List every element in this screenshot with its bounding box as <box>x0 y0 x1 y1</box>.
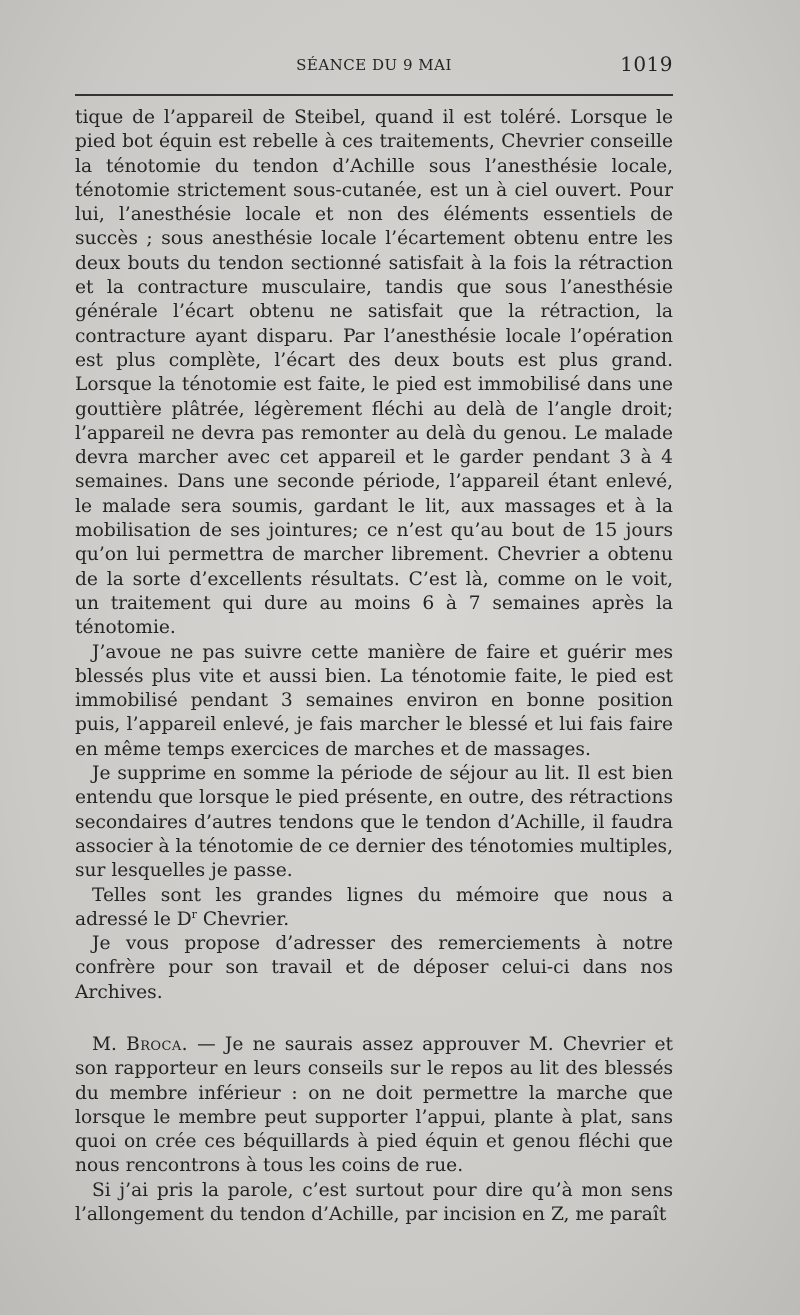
telles-end: Chevrier. <box>196 908 290 930</box>
superscript-r: r <box>191 907 197 921</box>
paragraph-avoue: J’avoue ne pas suivre cette manière de faire et guérir mes blessés plus vite et aussi bien. La ténotomie faite, le pied est immobilisé pendant 3 semaines environ en bonne position puis, l’appareil enlevé, je fais marcher le blessé et lui fais faire en même temps exercices de marches et de massages. <box>75 641 673 760</box>
paragraph-last: Si j’ai pris la parole, c’est surtout pour dire qu’à mon sens l’allongement du tendon d’Achille, par incision en Z, me paraît <box>75 1179 673 1226</box>
page-header <box>75 52 673 78</box>
paragraph-continuation: tique de l’appareil de Steibel, quand il est toléré. Lorsque le pied bot équin est rebelle à ces traitements, Chevrier conseille la ténotomie du tendon d’Achille sous l’anesthésie locale, ténotomie strictement sous-cutanée, est un à ciel ouvert. Pour lui, l’anesthésie locale et non des éléments essentiels de succès ; sous anesthésie locale l’écartement obtenu entre les deux bouts du tendon sectionné satisfait à la fois la rétraction et la contracture musculaire, tandis que sous l’anesthésie générale l’écart obtenu ne satisfait que la rétraction, la contracture ayant disparu. Par l’anesthésie locale l’opération est plus complète, l’écart des deux bouts est plus grand. Lorsque la ténotomie est faite, le pied est immobilisé dans une gouttière plâtrée, légèrement fléchi au delà de l’angle droit; l’appareil ne devra pas remonter au delà du genou. Le malade devra marcher avec cet appareil et le garder pendant 3 à 4 semaines. Dans une seconde période, l’appareil étant enlevé, le malade sera soumis, gardant le lit, aux massages et à la mobilisation de ses jointures; ce n’est qu’au bout de 15 jours qu’on lui permettra de marcher librement. Chevrier a obtenu de la sorte d’excellents résultats. C’est là, comme on le voit, un traitement qui dure au moins 6 à 7 semaines après la ténotomie. <box>75 107 673 639</box>
speaker-name: Broca. <box>126 1033 188 1055</box>
running-head: SÉANCE DU 9 MAI <box>296 56 452 74</box>
paragraph-telles <box>75 884 673 933</box>
paragraph-broca <box>75 1033 673 1179</box>
telles-text: Telles sont les grandes lignes du mémoire que nous a adressé le D <box>75 884 673 930</box>
body-text <box>75 106 673 1227</box>
speaker-prefix: M. <box>92 1033 127 1055</box>
paragraph-supprime: Je supprime en somme la période de séjour au lit. Il est bien entendu que lorsque le pied présente, en outre, des rétractions secondaires d’autres tendons que le tendon d’Achille, il faudra associer à la ténotomie de ce dernier des ténotomies multiples, sur lesquelles je passe. <box>75 763 673 882</box>
page-number: 1019 <box>620 52 673 76</box>
header-rule <box>75 94 673 96</box>
broca-text: — Je ne saurais assez approuver M. Chevrier et son rapporteur en leurs conseils sur le repos au lit des blessés du membre inférieur : on ne doit permettre la marche que lorsque le membre peut supporter l’appui, plante à plat, sans quoi on crée ces béquillards à pied équin et genou fléchi que nous rencontrons à tous les coins de rue. <box>75 1033 673 1177</box>
paragraph-propose: Je vous propose d’adresser des remerciements à notre confrère pour son travail et de déposer celui-ci dans nos Archives. <box>75 933 673 1003</box>
